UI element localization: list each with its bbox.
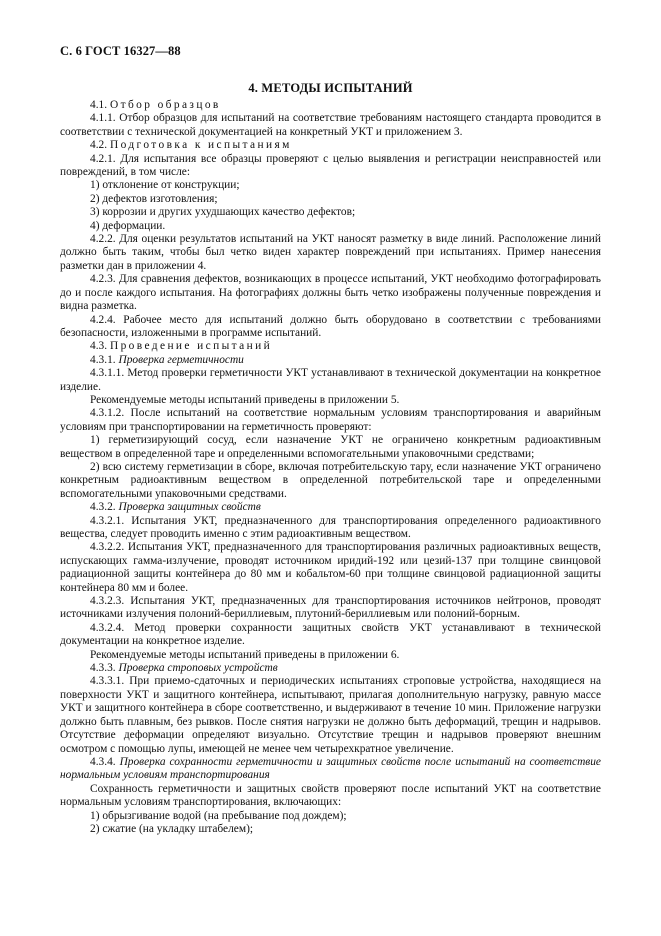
list-item: 2) сжатие (на укладку штабелем);	[90, 822, 254, 835]
paragraph-heading: Отбор образцов	[109, 99, 221, 111]
page-header: С. 6 ГОСТ 16327—88	[60, 44, 181, 58]
paragraph-4-3	[60, 340, 601, 353]
paragraph-heading: Проверка сохранности герметичности и защитных свойств после испытаний на соответствие нормальным условиям транспортирования	[60, 755, 601, 782]
paragraph: Сохранность герметичности и защитных свойств проверяют после испытаний УКТ на соответствие нормальным условиям транспортирования, включающих:	[60, 782, 601, 809]
list-item: 4) деформации.	[90, 219, 166, 232]
paragraph-number: 4.3.1.	[90, 353, 116, 366]
list-item: 1) обрызгивание водой (на пребывание под дождем);	[90, 809, 347, 822]
paragraph: 4.3.2.1. Испытания УКТ, предназначенного для транспортирования определенного радиоактивного вещества, следует проводить именно с этим радиоактивным веществом.	[60, 514, 601, 540]
paragraph: 4.2.2. Для оценки результатов испытаний на УКТ наносят разметку в виде линий. Расположение линий должно быть таким, чтобы был четко виден характер повреждений при испытаниях. Пример нанесения разметки дан в приложении 4.	[60, 233, 601, 272]
paragraph: 4.3.1.1. Метод проверки герметичности УКТ устанавливают в технической документации на конкретное изделие.	[60, 367, 601, 393]
paragraph-heading: Проверка защитных свойств	[118, 501, 261, 514]
paragraph-heading: Проверка герметичности	[118, 353, 244, 366]
paragraph: 4.2.3. Для сравнения дефектов, возникающих в процессе испытаний, УКТ необходимо фотографировать до и после каждого испытания. На фотографиях должны быть четко изображены полученные повреждения и видна разметка.	[60, 273, 601, 313]
paragraph: 4.3.2.4. Метод проверки сохранности защитных свойств УКТ устанавливают в технической документации на конкретное изделие.	[60, 621, 601, 648]
list-item: 1) отклонение от конструкции;	[90, 179, 240, 192]
paragraph: 4.2.1. Для испытания все образцы проверяют с целью выявления и регистрации неисправностей или повреждений, в том числе:	[60, 152, 601, 179]
paragraph-number: 4.3.3.	[90, 662, 116, 675]
paragraph-number: 4.2.	[90, 139, 108, 152]
paragraph: Рекомендуемые методы испытаний приведены в приложении 6.	[90, 648, 400, 661]
paragraph: Рекомендуемые методы испытаний приведены в приложении 5.	[90, 393, 400, 406]
list-item: 3) коррозии и других ухудшающих качество дефектов;	[90, 206, 356, 219]
paragraph: 4.3.1.2. После испытаний на соответствие нормальным условиям транспортирования и аварийным условиям при транспортировании на герметичность проверяют:	[60, 407, 601, 433]
paragraph-4-3-2	[60, 501, 601, 514]
paragraph-number: 4.1.	[90, 99, 108, 111]
paragraph-4-3-1	[60, 354, 601, 367]
list-item: 1) герметизирующий сосуд, если назначение УКТ не ограничено конкретным радиоактивным веществом в определенной таре и определенными вспомогательными упаковочными средствами;	[60, 434, 601, 460]
paragraph-heading: Проведение испытаний	[109, 340, 273, 353]
list-item: 2) дефектов изготовления;	[90, 192, 218, 205]
paragraph: 4.3.2.3. Испытания УКТ, предназначенных для транспортирования источников нейтронов, проводят источниками излучения полоний-бериллиевым, плутоний-бериллиевым или полоний-борным.	[60, 595, 601, 621]
document-body	[60, 99, 601, 836]
paragraph-heading: Проверка строповых устройств	[118, 662, 278, 675]
paragraph-4-3-3	[60, 662, 601, 675]
paragraph-4-2	[60, 139, 601, 152]
paragraph-number: 4.3.2.	[90, 501, 116, 514]
paragraph-4-1	[60, 99, 601, 112]
list-item: 2) всю систему герметизации в сборе, включая потребительскую тару, если назначение УКТ ограничено конкретным радиоактивным веществом в определенной потребительской таре и определенными вспомогательными упаковочными средствами.	[60, 460, 601, 500]
paragraph-heading: Подготовка к испытаниям	[109, 139, 292, 152]
paragraph-4-3-4	[60, 756, 601, 783]
paragraph: 4.3.2.2. Испытания УКТ, предназначенного для транспортирования различных радиоактивных веществ, испускающих гамма-излучение, проводят источником иридий-192 или цезий-137 при толщине свинцовой радиационной защиты контейнера до 80 мм и кобальтом-60 при толщине свинцовой радиационной защиты контейнера 80 мм и более.	[60, 541, 601, 594]
paragraph: 4.2.4. Рабочее место для испытаний должно быть оборудовано в соответствии с требованиями безопасности, изложенными в программе испытаний.	[60, 313, 601, 339]
section-title: 4. МЕТОДЫ ИСПЫТАНИЙ	[248, 81, 413, 95]
paragraph: 4.1.1. Отбор образцов для испытаний на соответствие требованиям настоящего стандарта проводится в соответствии с технической документацией на конкретный УКТ и приложением 3.	[60, 112, 601, 138]
paragraph-number: 4.3.	[90, 340, 108, 353]
paragraph-number: 4.3.4.	[90, 755, 116, 768]
paragraph: 4.3.3.1. При приемо-сдаточных и периодических испытаниях строповые устройства, находящиеся на поверхности УКТ и защитного контейнера, испытывают, прилагая дополнительную нагрузку, равную массе УКТ и защитного контейнера в сборе соответственно, и выдерживают в течение 10 мин. Приложение нагрузки должно быть плавным, без рывков. После снятия нагрузки не должно быть деформаций, трещин и надрывов. Отсутствие деформации определяют визуально. Отсутствие трещин и надрывов проверяют внешним осмотром с помощью лупы, имеющей не менее чем четырехкратное увеличение.	[60, 675, 601, 755]
